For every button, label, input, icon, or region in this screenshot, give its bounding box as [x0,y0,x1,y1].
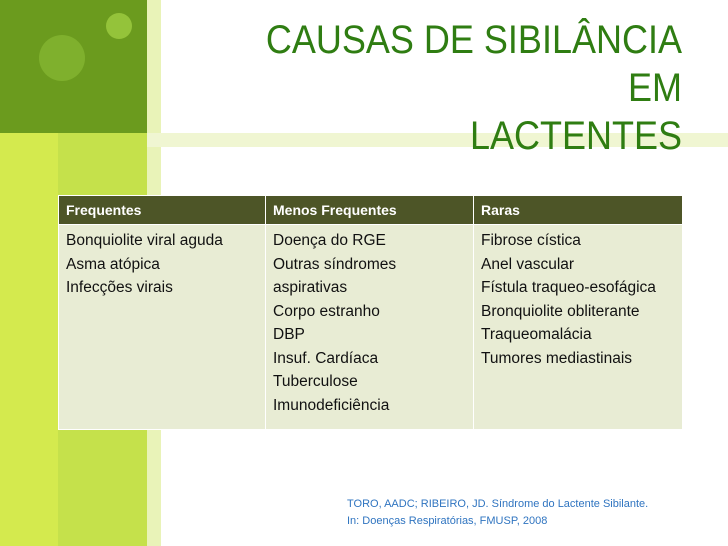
slide-title-line-2: LACTENTES [469,114,682,158]
cell-raras [474,225,683,430]
decorative-circle-large [39,35,85,81]
slide-title [221,16,682,160]
list-item: Bonquiolite viral aguda [66,232,223,249]
slide-title-line-1: CAUSAS DE SIBILÂNCIA EM [265,18,682,110]
reference-line-1: TORO, AADC; RIBEIRO, JD. Síndrome do Lactente Sibilante. [347,498,649,510]
header-raras: Raras [474,196,683,225]
list-item: Tuberculose [273,373,358,390]
list-item: DBP [273,326,305,343]
list-item: Insuf. Cardíaca [273,349,379,367]
list-item: Outras síndromes [273,255,397,273]
list-item: Fibrose cística [481,232,581,249]
list-item: Fístula traqueo-esofágica [481,279,656,296]
list-item: Imunodeficiência [273,396,390,414]
list-item: Bronquiolite obliterante [481,302,640,320]
header-frequentes: Frequentes [59,196,266,225]
cell-menos-frequentes [266,225,474,430]
header-menos-frequentes: Menos Frequentes [266,196,474,225]
table-row [59,225,683,430]
list-item: Tumores mediastinais [481,349,633,367]
table-header-row [59,196,683,225]
list-item: Asma atópica [66,255,160,273]
list-item: Anel vascular [481,255,575,273]
list-item: Corpo estranho [273,302,380,320]
list-item: Traqueomalácia [481,326,592,343]
reference-line-2: In: Doenças Respiratórias, FMUSP, 2008 [347,515,548,527]
decorative-circle-small [106,13,132,39]
list-item: Infecções virais [66,279,173,296]
decorative-band-inner [0,133,58,546]
cell-frequentes [59,225,266,430]
list-item: Doença do RGE [273,232,386,249]
list-item: aspirativas [273,279,348,296]
causes-table [58,195,683,430]
reference-citation [347,496,648,530]
